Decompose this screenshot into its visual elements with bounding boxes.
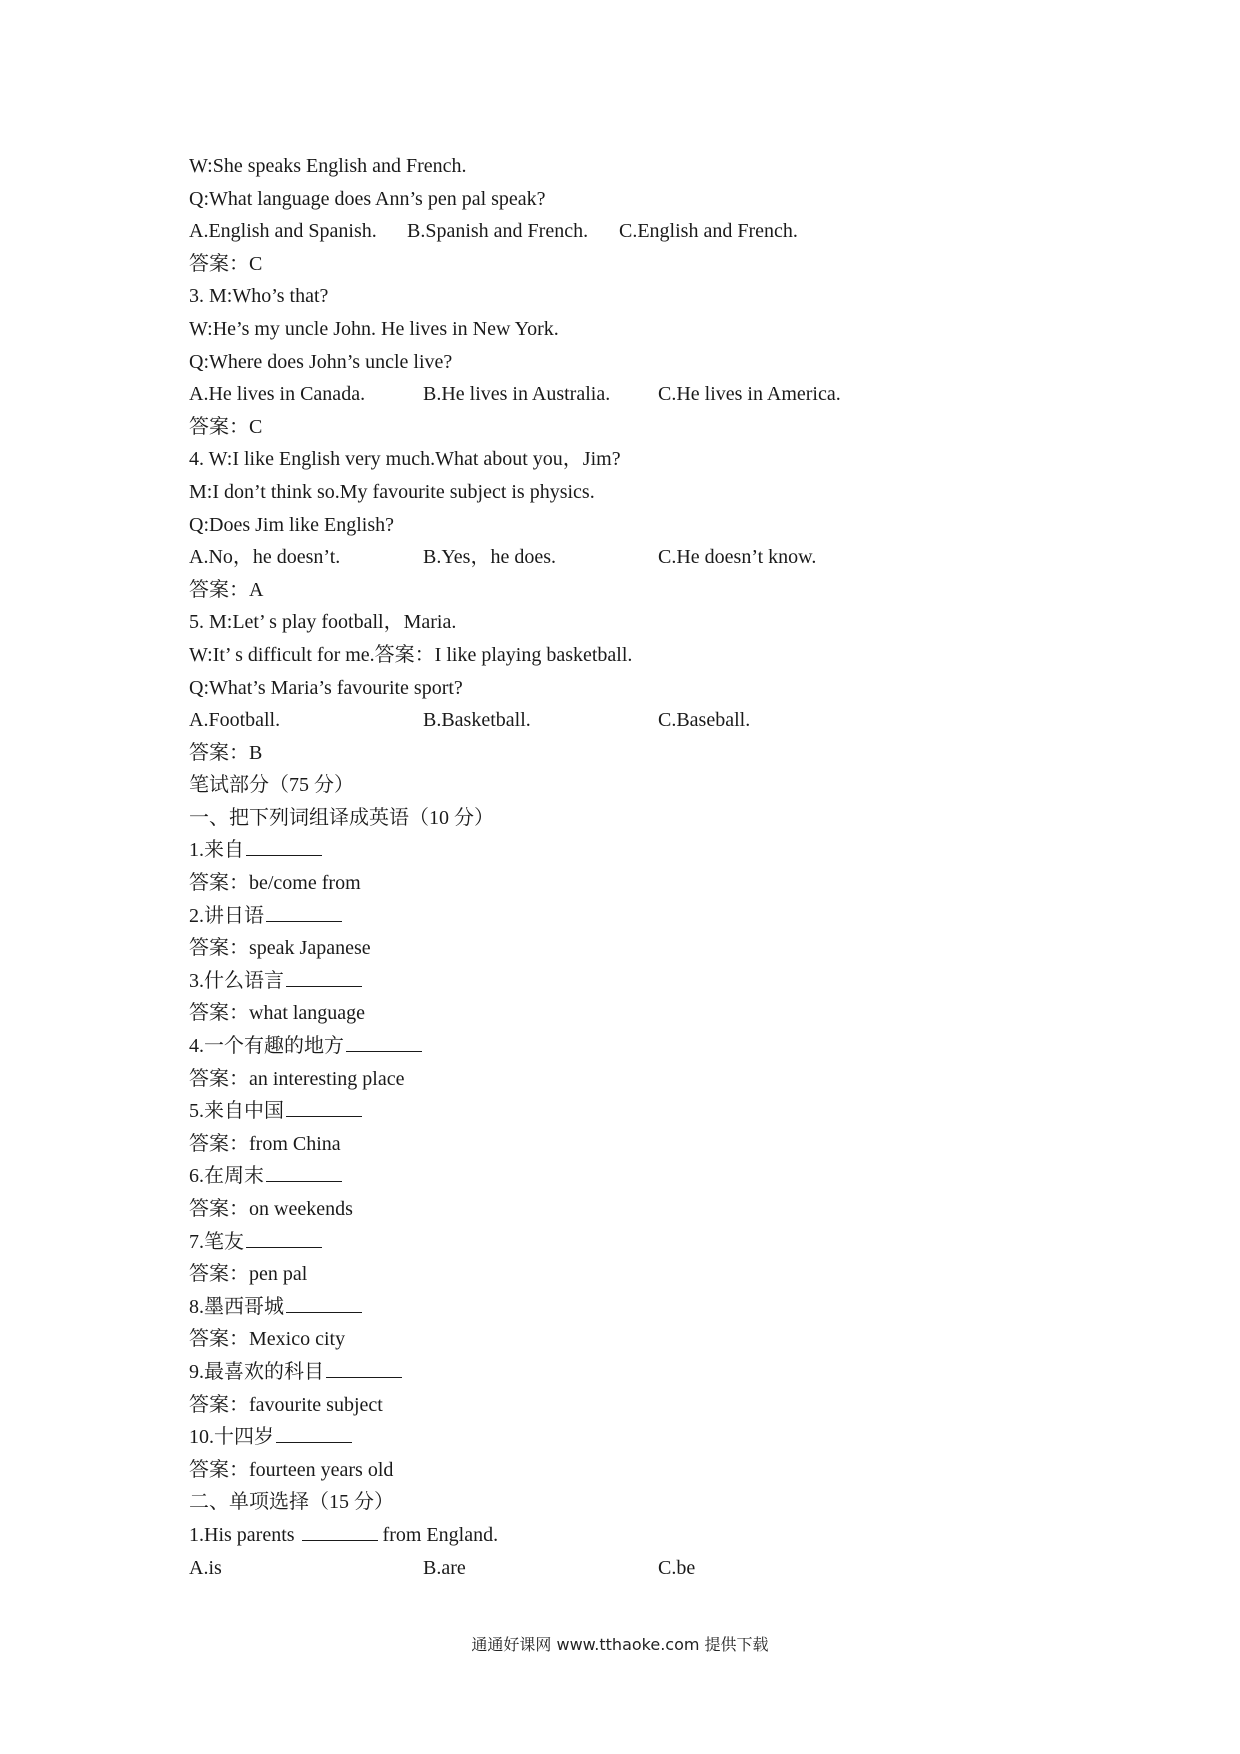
translate-item: 9.最喜欢的科目 [189,1356,1089,1389]
answer-blank [302,1520,378,1541]
option-b: B.are [423,1556,466,1579]
answer-blank [246,1227,322,1248]
options-row [189,378,1089,411]
section-heading: 一、把下列词组译成英语（10 分） [189,806,494,829]
page-footer: 通通好课网 www.tthaoke.com 提供下载 [471,1635,769,1654]
options-row [189,215,1089,248]
answer-line: 答案：from China [189,1132,341,1155]
section-heading: 笔试部分（75 分） [189,774,354,797]
answer-line: 答案：B [189,741,263,764]
answer-line: 答案：C [189,415,263,438]
option-a: A.is [189,1556,222,1579]
option-b: B.Yes，he does. [423,546,556,569]
question-line: Q:What language does Ann’s pen pal speak? [189,187,546,210]
answer-line: 答案：on weekends [189,1198,353,1220]
option-c: C.English and French. [619,220,798,243]
options-row [189,704,1089,737]
options-row [189,541,1089,574]
answer-blank [286,1292,362,1313]
question-line: Q:What’s Maria’s favourite sport? [189,676,463,699]
document-content [189,150,1089,1584]
dialogue-line: M:I don’t think so.My favourite subject is physics. [189,480,595,503]
answer-line: 答案：what language [189,1002,366,1025]
option-c: C.Baseball. [658,709,751,732]
option-c: C.He lives in America. [658,383,841,406]
answer-blank [286,1096,362,1117]
answer-line: 答案：favourite subject [189,1393,383,1416]
answer-line: 答案：Mexico city [189,1328,346,1351]
option-a: A.Football. [189,709,281,732]
option-a: A.No，he doesn’t. [189,546,341,569]
dialogue-line: W:She speaks English and French. [189,155,467,177]
translate-item: 5.来自中国 [189,1095,1089,1128]
answer-blank [266,901,342,922]
dialogue-line: W:It’ s difficult for me.答案：I like playing basketball. [189,643,633,666]
option-b: B.Basketball. [423,709,531,732]
translate-item: 1.来自 [189,834,1089,867]
answer-blank [286,966,362,987]
dialogue-line: W:He’s my uncle John. He lives in New York. [189,317,559,340]
translate-item: 7.笔友 [189,1226,1089,1259]
answer-line: 答案：an interesting place [189,1067,405,1090]
answer-line: 答案：speak Japanese [189,937,371,960]
options-row [189,1552,1089,1585]
translate-item: 6.在周末 [189,1160,1089,1193]
option-b: B.Spanish and French. [407,220,589,243]
translate-item: 10.十四岁 [189,1421,1089,1454]
dialogue-line: 5. M:Let’ s play football，Maria. [189,611,457,634]
translate-item: 3.什么语言 [189,965,1089,998]
mc-question: 1.His parents from England. [189,1519,1089,1552]
option-c: C.He doesn’t know. [658,546,817,569]
question-line: Q:Does Jim like English? [189,513,394,536]
option-a: A.English and Spanish. [189,220,377,243]
answer-blank [326,1357,402,1378]
option-b: B.He lives in Australia. [423,383,611,406]
answer-blank [246,835,322,856]
answer-line: 答案：fourteen years old [189,1458,394,1481]
answer-blank [266,1161,342,1182]
answer-line: 答案：C [189,252,263,275]
section-heading: 二、单项选择（15 分） [189,1491,394,1514]
translate-item: 4.一个有趣的地方 [189,1030,1089,1063]
dialogue-line: 4. W:I like English very much.What about you，Jim? [189,448,621,471]
option-a: A.He lives in Canada. [189,383,366,406]
dialogue-line: 3. M:Who’s that? [189,285,329,308]
option-c: C.be [658,1556,696,1579]
translate-item: 2.讲日语 [189,900,1089,933]
answer-line: 答案：pen pal [189,1263,308,1286]
answer-blank [346,1031,422,1052]
answer-blank [276,1422,352,1443]
answer-line: 答案：A [189,578,264,601]
question-line: Q:Where does John’s uncle live? [189,350,453,373]
translate-item: 8.墨西哥城 [189,1291,1089,1324]
answer-line: 答案：be/come from [189,872,361,895]
